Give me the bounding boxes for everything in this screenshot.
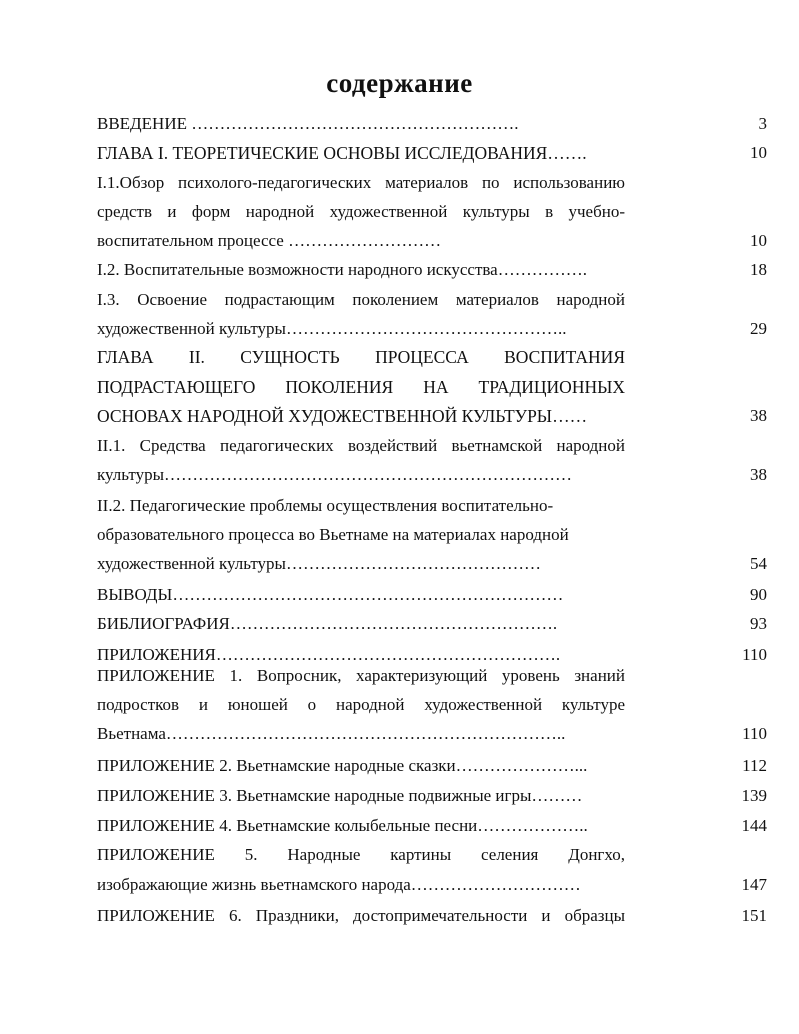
toc-entry-text: I.2. Воспитательные возможности народного искусства……………. — [97, 260, 587, 279]
toc-page-number: 3 — [758, 114, 767, 133]
toc-page-number: 139 — [741, 786, 767, 805]
toc-entry-text: I.1.Обзор психолого-педагогических материалов по использованию — [97, 173, 625, 192]
page-title: содержание — [326, 68, 473, 98]
toc-entry-text: Вьетнама…………………………………………………………….. — [97, 724, 566, 743]
toc-entry-text: ОСНОВАХ НАРОДНОЙ ХУДОЖЕСТВЕННОЙ КУЛЬТУРЫ…… — [97, 406, 588, 426]
toc-entry-text: ГЛАВА II. СУЩНОСТЬ ПРОЦЕССА ВОСПИТАНИЯ — [97, 347, 625, 367]
toc-entry-text: средств и форм народной художественной культуры в учебно- — [97, 202, 625, 221]
toc-entry-text: ПРИЛОЖЕНИЕ 2. Вьетнамские народные сказки…………………... — [97, 756, 588, 775]
toc-page-number: 10 — [750, 143, 767, 162]
toc-entry-text: образовательного процесса во Вьетнаме на материалах народной — [97, 525, 569, 544]
toc-entry-text: ПРИЛОЖЕНИЕ 5. Народные картины селения Донгхо, — [97, 845, 625, 864]
toc-entry-text: подростков и юношей о народной художественной культуре — [97, 695, 625, 714]
toc-entry-text: БИБЛИОГРАФИЯ…………………………………………………. — [97, 614, 558, 633]
toc-entry-text: II.2. Педагогические проблемы осуществления воспитательно- — [97, 496, 554, 515]
toc-page-number: 10 — [750, 231, 767, 250]
toc-entry-text: изображающие жизнь вьетнамского народа………………………… — [97, 875, 581, 894]
toc-entry-text: ВЫВОДЫ…………………………………………………………… — [97, 585, 564, 604]
toc-page-number: 93 — [750, 614, 767, 633]
toc-entry-text: воспитательном процессе ……………………… — [97, 231, 442, 250]
toc-page-number: 110 — [742, 645, 767, 664]
toc-entry-text: художественной культуры………………………………………….. — [97, 319, 567, 338]
toc-entry-text: культуры……………………………………………………………… — [97, 465, 572, 484]
toc-entry-text: художественной культуры……………………………………… — [97, 554, 541, 573]
toc-page-number: 18 — [750, 260, 767, 279]
toc-page-number: 54 — [750, 554, 767, 573]
toc-entry-text: II.1. Средства педагогических воздействий вьетнамской народной — [97, 436, 625, 455]
toc-entry-text: ПРИЛОЖЕНИЕ 1. Вопросник, характеризующий уровень знаний — [97, 666, 625, 685]
toc-entry-text: ПРИЛОЖЕНИЕ 3. Вьетнамские народные подвижные игры……… — [97, 786, 583, 805]
toc-page-number: 144 — [741, 816, 767, 835]
toc-entry-text: ГЛАВА I. ТЕОРЕТИЧЕСКИЕ ОСНОВЫ ИССЛЕДОВАНИЯ……. — [97, 143, 587, 163]
toc-entry-text: ПРИЛОЖЕНИЕ 6. Праздники, достопримечательности и образцы — [97, 906, 625, 925]
toc-entry-text: I.3. Освоение подрастающим поколением материалов народной — [97, 290, 625, 309]
toc-entry-text: ПОДРАСТАЮЩЕГО ПОКОЛЕНИЯ НА ТРАДИЦИОННЫХ — [97, 377, 625, 397]
toc-page-number: 112 — [742, 756, 767, 775]
toc-page-number: 110 — [742, 724, 767, 743]
toc-page-number: 38 — [750, 465, 767, 484]
toc-page-number: 38 — [750, 406, 767, 425]
toc-page-number: 151 — [741, 906, 767, 925]
toc-page-number: 147 — [741, 875, 767, 894]
toc-page-number: 90 — [750, 585, 767, 604]
toc-entry-text: ПРИЛОЖЕНИЕ 4. Вьетнамские колыбельные песни……………….. — [97, 816, 588, 835]
toc-entry-text: ПРИЛОЖЕНИЯ……………………………………………………. — [97, 645, 561, 664]
toc-page-number: 29 — [750, 319, 767, 338]
toc-entry-text: ВВЕДЕНИЕ …………………………………………………. — [97, 114, 519, 133]
